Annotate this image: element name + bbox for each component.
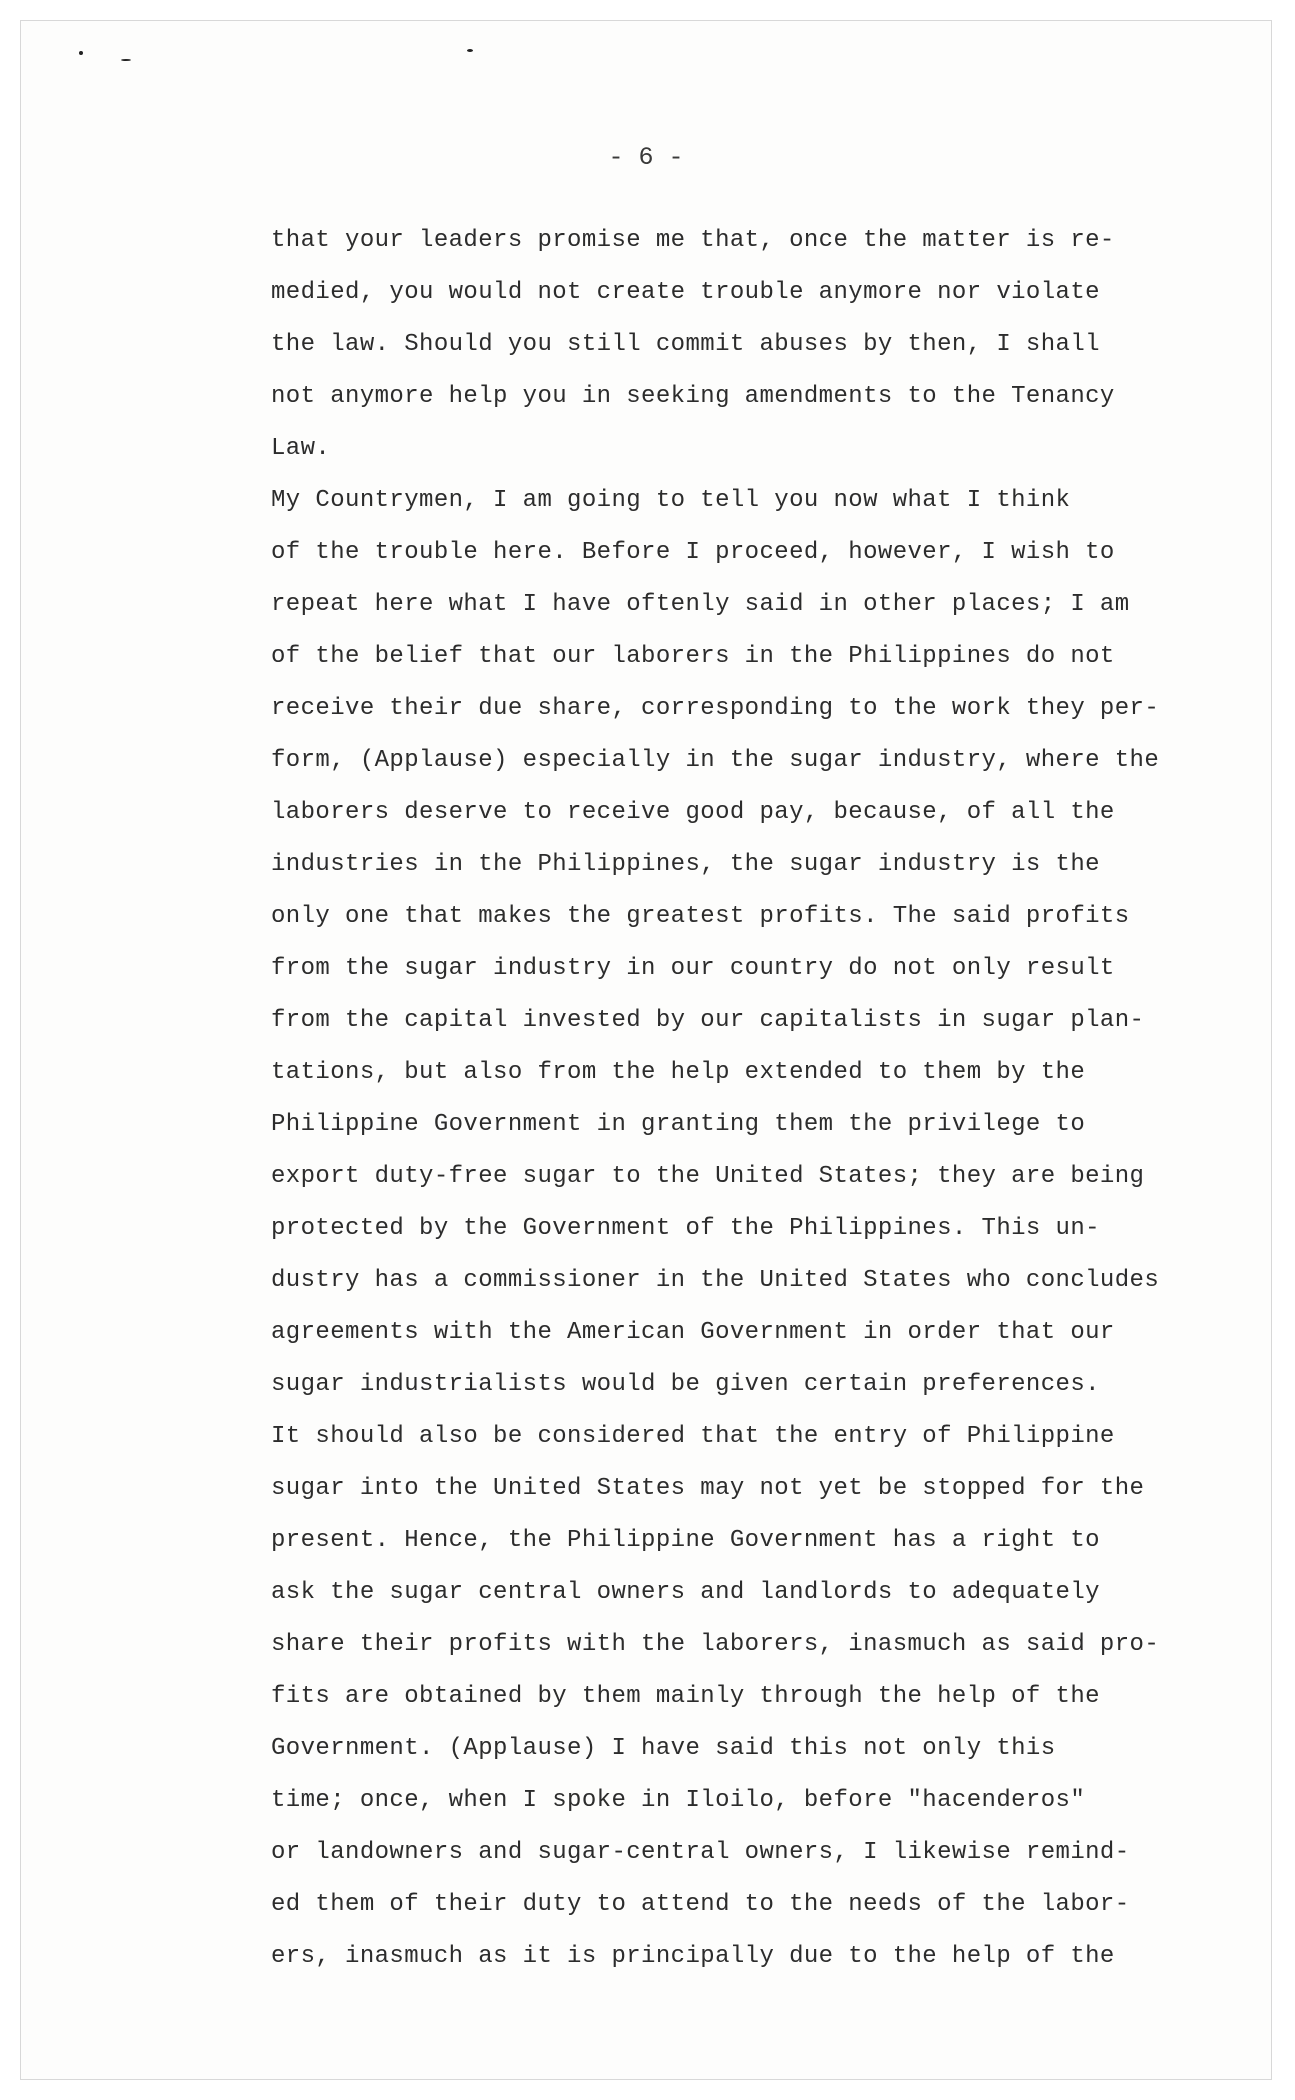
text-line: from the sugar industry in our country do not only result	[271, 955, 1115, 982]
text-line: the law. Should you still commit abuses by then, I shall	[271, 331, 1100, 358]
margin-speck	[467, 49, 473, 52]
text-line: share their profits with the laborers, inasmuch as said pro-	[271, 1631, 1160, 1658]
text-line: receive their due share, corresponding to the work they per-	[271, 695, 1160, 722]
text-line: laborers deserve to receive good pay, because, of all the	[271, 799, 1115, 826]
text-line: fits are obtained by them mainly through the help of the	[271, 1683, 1100, 1710]
typed-text-body	[271, 215, 1221, 1983]
text-line: that your leaders promise me that, once the matter is re-	[271, 227, 1115, 254]
text-line: from the capital invested by our capitalists in sugar plan-	[271, 1007, 1145, 1034]
document-page	[20, 20, 1272, 2080]
page-number: - 6 -	[608, 143, 684, 172]
text-line: of the trouble here. Before I proceed, however, I wish to	[271, 539, 1115, 566]
text-line: ask the sugar central owners and landlords to adequately	[271, 1579, 1100, 1606]
text-line: or landowners and sugar-central owners, I likewise remind-	[271, 1839, 1130, 1866]
text-line: sugar industrialists would be given certain preferences.	[271, 1371, 1100, 1398]
text-line: form, (Applause) especially in the sugar industry, where the	[271, 747, 1160, 774]
text-line: repeat here what I have oftenly said in other places; I am	[271, 591, 1130, 618]
margin-speck	[79, 51, 83, 55]
text-line: tations, but also from the help extended to them by the	[271, 1059, 1086, 1086]
text-line: protected by the Government of the Philippines. This un-	[271, 1215, 1100, 1242]
text-line: ers, inasmuch as it is principally due to the help of the	[271, 1943, 1115, 1970]
text-line: only one that makes the greatest profits. The said profits	[271, 903, 1130, 930]
text-line: dustry has a commissioner in the United States who concludes	[271, 1267, 1160, 1294]
text-line: ed them of their duty to attend to the needs of the labor-	[271, 1891, 1130, 1918]
text-line: not anymore help you in seeking amendments to the Tenancy	[271, 383, 1115, 410]
text-line: agreements with the American Government in order that our	[271, 1319, 1115, 1346]
text-line: My Countrymen, I am going to tell you now what I think	[271, 487, 1071, 514]
text-line: Government. (Applause) I have said this not only this	[271, 1735, 1056, 1762]
text-line: It should also be considered that the entry of Philippine	[271, 1423, 1115, 1450]
text-line: export duty-free sugar to the United States; they are being	[271, 1163, 1145, 1190]
text-line: medied, you would not create trouble anymore nor violate	[271, 279, 1100, 306]
text-line: Philippine Government in granting them the privilege to	[271, 1111, 1086, 1138]
text-line: present. Hence, the Philippine Government has a right to	[271, 1527, 1100, 1554]
text-line: of the belief that our laborers in the Philippines do not	[271, 643, 1115, 670]
text-line: Law.	[271, 435, 331, 462]
text-line: industries in the Philippines, the sugar industry is the	[271, 851, 1100, 878]
text-line: time; once, when I spoke in Iloilo, before "hacenderos"	[271, 1787, 1086, 1814]
margin-speck	[121, 59, 131, 61]
text-line: sugar into the United States may not yet be stopped for the	[271, 1475, 1145, 1502]
